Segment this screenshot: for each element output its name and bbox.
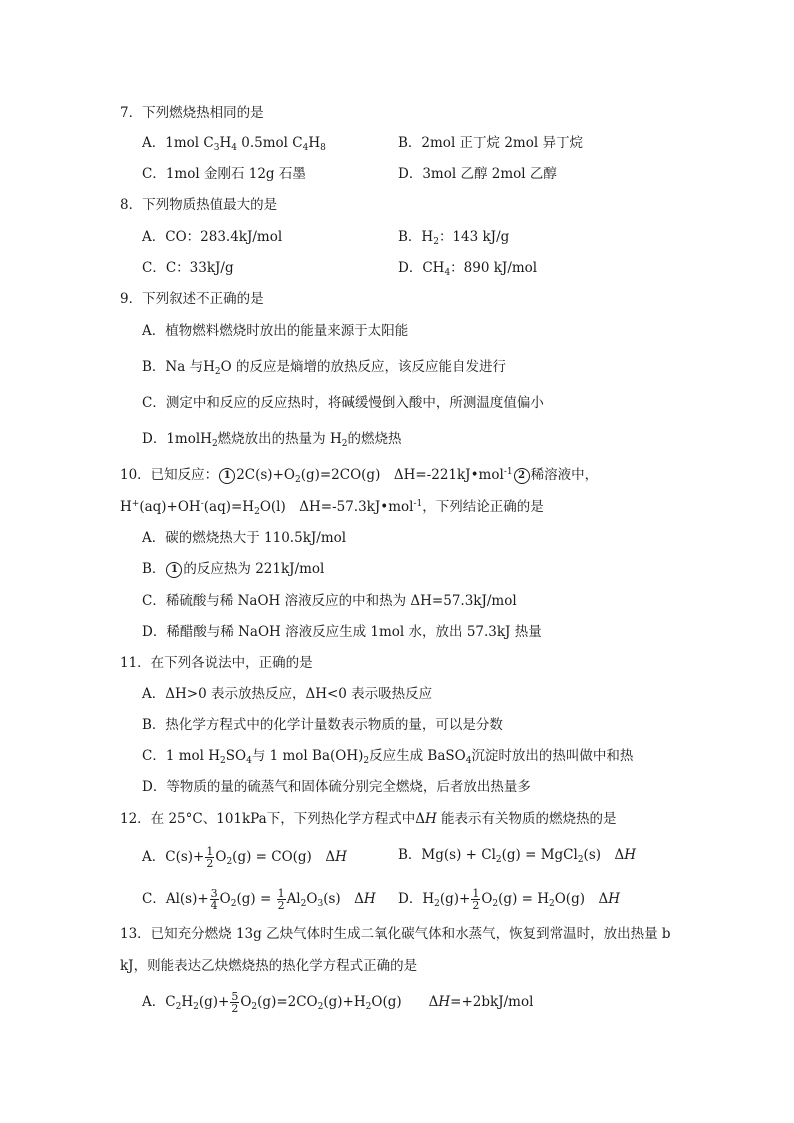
q11-option-d: D．等物质的量的硫蒸气和固体硫分别完全燃烧，后者放出热量多 <box>142 779 531 795</box>
q8-option-a: A．CO：283.4kJ/mol <box>142 229 283 245</box>
q7-option-c: C．1mol 金刚石 12g 石墨 <box>142 166 306 182</box>
q10-option-b: B． 1 的反应热为 221kJ/mol <box>142 561 325 577</box>
q11-stem: 11．在下列各说法中，正确的是 <box>120 655 313 671</box>
q7-option-d: D．3mol 乙醇 2mol 乙醇 <box>398 166 557 182</box>
q8-option-c: C．C：33kJ/g <box>142 260 234 276</box>
q9-option-d: D．1molH$_2$燃烧放出的热量为 $H_2$的燃烧热 <box>142 431 402 449</box>
q9-option-c: C．测定中和反应的反应热时，将碱缓慢倒入酸中，所测温度值偏小 <box>142 395 544 411</box>
q8-option-d: D．$CH_4$：890 kJ/mol <box>398 260 538 278</box>
q11-option-a: A．ΔH>0 表示放热反应，ΔH<0 表示吸热反应 <box>142 686 433 702</box>
q8-option-b: B．$H_2$：143 kJ/g <box>398 229 510 247</box>
q9-stem: 9．下列叙述不正确的是 <box>120 291 264 307</box>
q9-option-a: A．植物燃料燃烧时放出的能量来源于太阳能 <box>142 323 409 339</box>
q12-stem: 12．在 25°C、101kPa下，下列热化学方程式中ΔH 能表示有关物质的燃烧热的是 <box>120 811 617 827</box>
q10-stem-line2: $H^+(aq)+OH^-(aq)=H_2O(l)$ ΔH=-57.3kJ•mol$^{-1}$，下列结论正确的是 <box>120 499 544 517</box>
q12-option-b: B．$Mg(s) + Cl_2(g)$ = MgCl$_2$(s) ΔH <box>398 847 637 865</box>
q10-option-c: C．稀硫酸与稀 NaOH 溶液反应的中和热为 ΔH=57.3kJ/mol <box>142 593 517 609</box>
q10-option-d: D．稀醋酸与稀 NaOH 溶液反应生成 1mol 水，放出 57.3kJ 热量 <box>142 624 542 640</box>
q8-stem: 8．下列物质热值最大的是 <box>120 197 278 213</box>
q7-option-a: A．1mol $C_3H_4$ 0.5mol $C_4H_8$ <box>142 135 326 153</box>
q10-stem-line1: 10．已知反应： 1 $2C(s)+O_2(g)=2CO(g)$ ΔH=-221kJ•mol$^{-1}$ 2 稀溶液中， <box>120 467 599 485</box>
q10-option-a: A．碳的燃烧热大于 110.5kJ/mol <box>142 530 347 546</box>
q13-option-a: A．$C_2H_2(g)+$ $\frac{5}{2}$ $O_2(g)=2CO_2(g)+H_2O(g)$ ΔH=+2bkJ/mol <box>142 990 534 1015</box>
q12-option-a: A．C(s)+ $\frac{1}{2}$ $O_2(g) = CO(g)$ ΔH <box>142 845 347 870</box>
q11-option-c: C．1 mol $H_2SO_4$与 1 mol $Ba(OH)_2$反应生成 BaSO$_4$沉淀时放出的热叫做中和热 <box>142 748 634 766</box>
q13-stem-line2: kJ，则能表达乙炔燃烧热的热化学方程式正确的是 <box>120 958 418 974</box>
q13-stem-line1: 13．已知充分燃烧 13g 乙炔气体时生成二氧化碳气体和水蒸气，恢复到常温时，放出热量 b <box>120 926 671 942</box>
q12-option-d: D．$H_2(g)+$ $\frac{1}{2}$ $O_2(g) = H_2O(g)$ ΔH <box>398 887 621 912</box>
q7-option-b: B．2mol 正丁烷 2mol 异丁烷 <box>398 135 583 151</box>
q11-option-b: B．热化学方程式中的化学计量数表示物质的量，可以是分数 <box>142 717 503 733</box>
q7-stem: 7．下列燃烧热相同的是 <box>120 105 264 121</box>
q12-option-c: C．Al(s)+ $\frac{3}{4}$ $O_2(g)$ = $\frac{1}{2}$ $Al_2O_3(s)$ ΔH <box>142 887 376 912</box>
q9-option-b: B．Na 与$H_2O$ 的反应是熵增的放热反应，该反应能自发进行 <box>142 359 506 377</box>
